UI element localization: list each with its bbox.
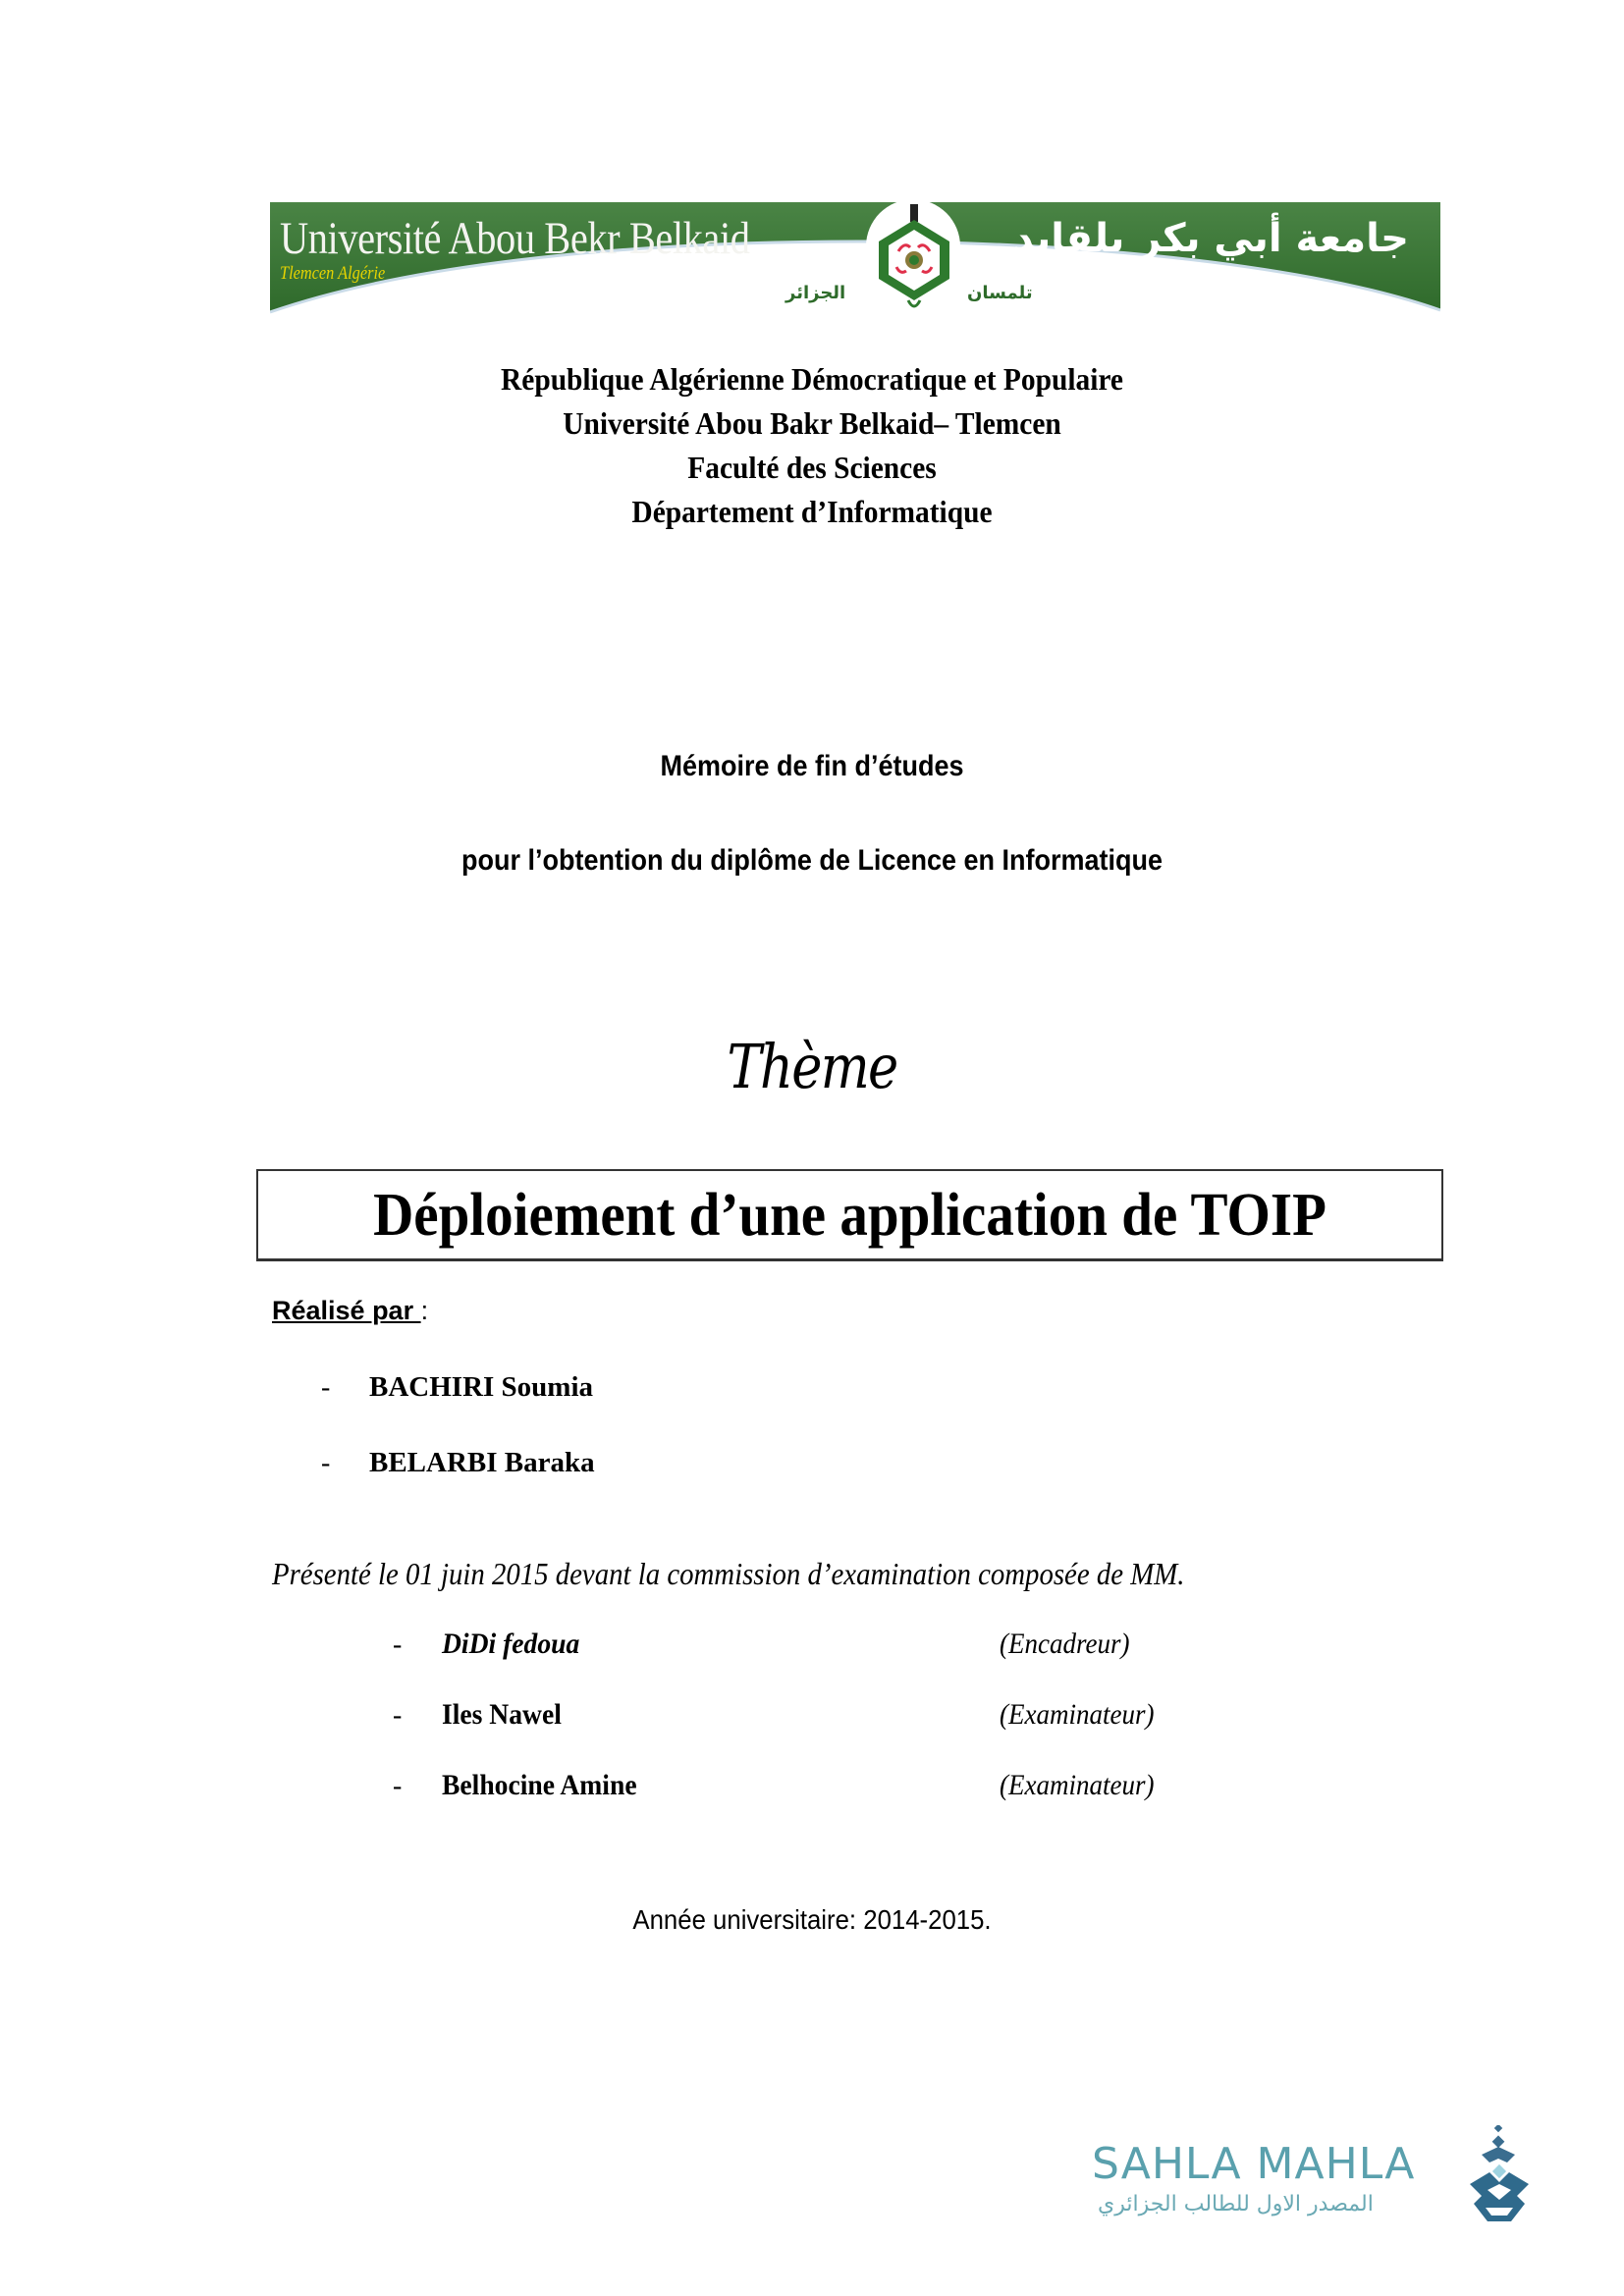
sahla-mahla-logo [1092,2125,1543,2233]
academic-year: Année universitaire: 2014-2015. [632,1904,992,1935]
author-dash: - [321,1372,331,1403]
authors-label-text: Réalisé par [272,1296,421,1325]
university-banner [270,202,1440,318]
jury-intro: Présenté le 01 juin 2015 devant la commission d’examination composée de MM. [272,1556,1185,1591]
header-department: Département d’Informatique [631,494,993,529]
banner-university-name: Université Abou Bekr Belkaid [280,213,750,264]
banner-city-arabic: تلمسان [967,283,1033,303]
banner-university-name-arabic: جامعة أبي بكر بلقايد [1013,216,1409,261]
authors-label [272,1296,428,1326]
theme-title: Déploiement d’une application de TOIP [373,1182,1326,1249]
jury-member-role: (Examinateur) [1000,1698,1155,1731]
jury-member-role: (Examinateur) [1000,1769,1155,1801]
author-name: BELARBI Baraka [369,1447,595,1478]
jury-dash: - [393,1700,403,1731]
memoire-title: Mémoire de fin d’études [660,750,964,782]
author-name: BACHIRI Soumia [369,1371,594,1403]
sahla-mahla-mark-icon [1460,2125,1539,2228]
theme-label: Thème [727,1031,897,1102]
banner-country-arabic: الجزائر [785,283,846,303]
jury-member-role: (Encadreur) [1000,1628,1130,1660]
header-university: Université Abou Bakr Belkaid– Tlemcen [563,405,1061,441]
banner-location: Tlemcen Algérie [280,263,386,284]
jury-member-name: Iles Nawel [442,1698,562,1731]
memoire-subtitle: pour l’obtention du diplôme de Licence en Informatique [460,844,1164,877]
header-republic: République Algérienne Démocratique et Populaire [500,361,1123,397]
theme-title-box [256,1169,1443,1261]
jury-member-name: DiDi fedoua [442,1628,580,1660]
jury-member-name: Belhocine Amine [442,1769,637,1801]
authors-label-colon: : [420,1296,429,1325]
university-emblem-icon [871,202,957,318]
author-dash: - [321,1448,331,1478]
sahla-mahla-tagline: المصدر الاول للطالب الجزائري [1098,2192,1374,2216]
sahla-mahla-brand: SAHLA MAHLA [1092,2139,1416,2189]
jury-dash: - [393,1771,403,1801]
jury-dash: - [393,1629,403,1660]
header-faculty: Faculté des Sciences [687,450,937,485]
